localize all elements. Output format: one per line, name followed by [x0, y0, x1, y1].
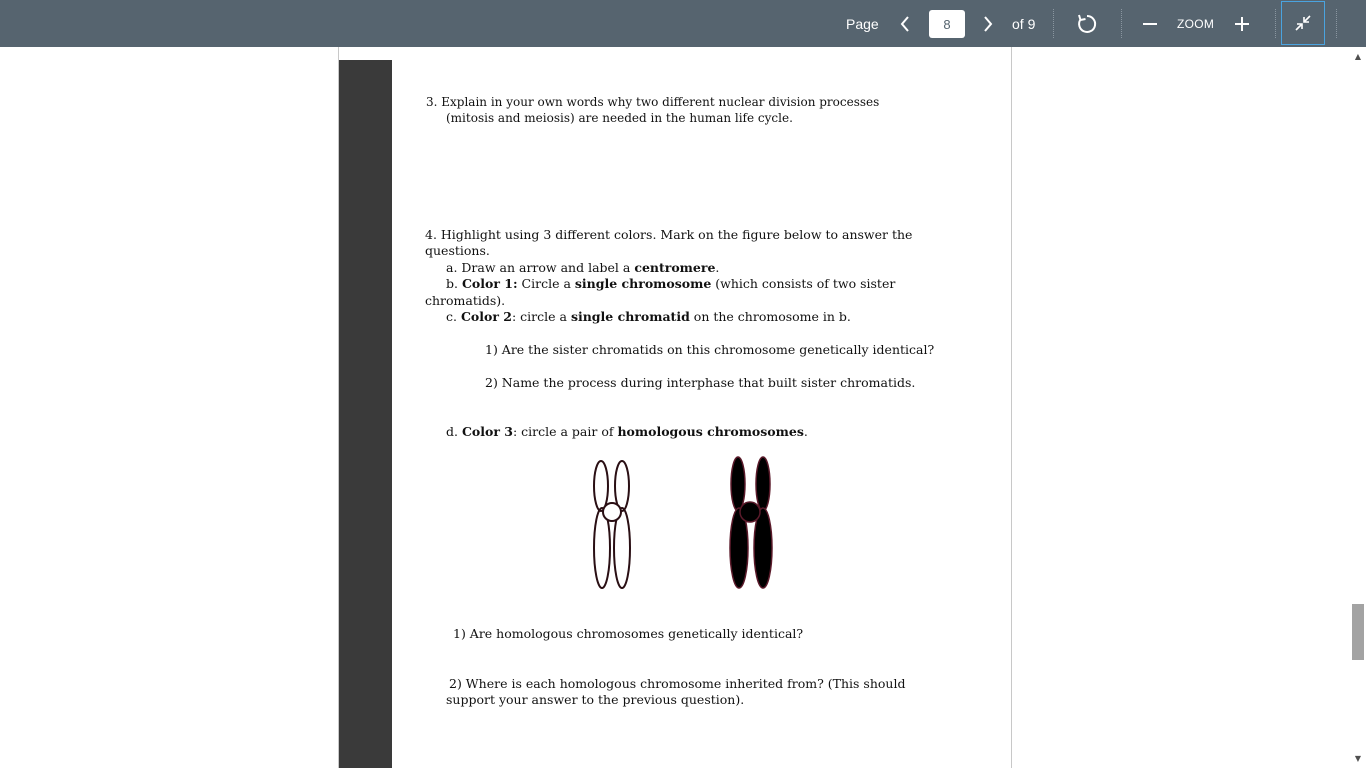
toolbar-divider: [1121, 9, 1122, 38]
question-4d-sub-2-line-2: support your answer to the previous question).: [446, 692, 745, 707]
chromosome-figure: [585, 454, 785, 594]
outlined-chromosome: [594, 461, 630, 588]
centromere-outlined: [603, 503, 621, 521]
scrollbar-thumb[interactable]: [1352, 604, 1364, 660]
previous-page-button[interactable]: [893, 0, 917, 47]
zoom-label: ZOOM: [1177, 16, 1215, 31]
question-4a: a. Draw an arrow and label a centromere.: [446, 260, 720, 275]
page-count-label: of 9: [1012, 15, 1036, 32]
chevron-right-icon: [982, 15, 994, 33]
toolbar-divider: [1275, 9, 1276, 38]
viewer-toolbar: [0, 0, 1366, 47]
zoom-in-button[interactable]: [1230, 0, 1254, 47]
page-number-input[interactable]: [929, 10, 965, 38]
zoom-out-button[interactable]: [1138, 0, 1162, 47]
question-4-line-2: questions.: [425, 243, 490, 258]
scroll-up-arrow-icon[interactable]: ▲: [1354, 51, 1362, 61]
chevron-left-icon: [899, 15, 911, 33]
chromatid-upper-right-filled: [756, 457, 770, 511]
next-page-button[interactable]: [976, 0, 1000, 47]
question-4d-sub-2-line-1: 2) Where is each homologous chromosome inherited from? (This should: [449, 676, 906, 691]
question-4-line-1: 4. Highlight using 3 different colors. Mark on the figure below to answer the: [425, 227, 913, 242]
chromatid-upper-left: [594, 461, 608, 511]
exit-fullscreen-button[interactable]: [1281, 1, 1325, 45]
page-label: Page: [846, 15, 879, 32]
plus-icon: [1234, 16, 1250, 32]
minus-icon: [1142, 16, 1158, 32]
question-4c-sub-2: 2) Name the process during interphase that built sister chromatids.: [485, 375, 916, 390]
question-4c: c. Color 2: circle a single chromatid on the chromosome in b.: [446, 309, 851, 324]
toolbar-divider: [1336, 9, 1337, 38]
rotate-button[interactable]: [1072, 0, 1102, 47]
document-viewer: [0, 47, 1366, 768]
question-4c-sub-1: 1) Are the sister chromatids on this chromosome genetically identical?: [485, 342, 935, 357]
question-3-line-1: 3. Explain in your own words why two different nuclear division processes: [426, 95, 880, 109]
page-side-strip: [339, 60, 392, 768]
question-3-line-2: (mitosis and meiosis) are needed in the human life cycle.: [446, 111, 793, 125]
toolbar-divider: [1053, 9, 1054, 38]
question-4b: b. Color 1: Circle a single chromosome (which consists of two sister: [446, 276, 896, 291]
collapse-icon: [1294, 14, 1312, 32]
rotate-icon: [1076, 13, 1098, 35]
document-page: [338, 47, 1012, 768]
question-4b-line-2: chromatids).: [425, 293, 506, 308]
chromatid-upper-left-filled: [731, 457, 745, 511]
centromere-filled: [740, 502, 760, 522]
question-4d-sub-1: 1) Are homologous chromosomes genetically identical?: [453, 626, 804, 641]
scroll-down-arrow-icon[interactable]: ▼: [1354, 753, 1362, 763]
question-4d: d. Color 3: circle a pair of homologous chromosomes.: [446, 424, 808, 439]
filled-chromosome: [730, 457, 772, 588]
